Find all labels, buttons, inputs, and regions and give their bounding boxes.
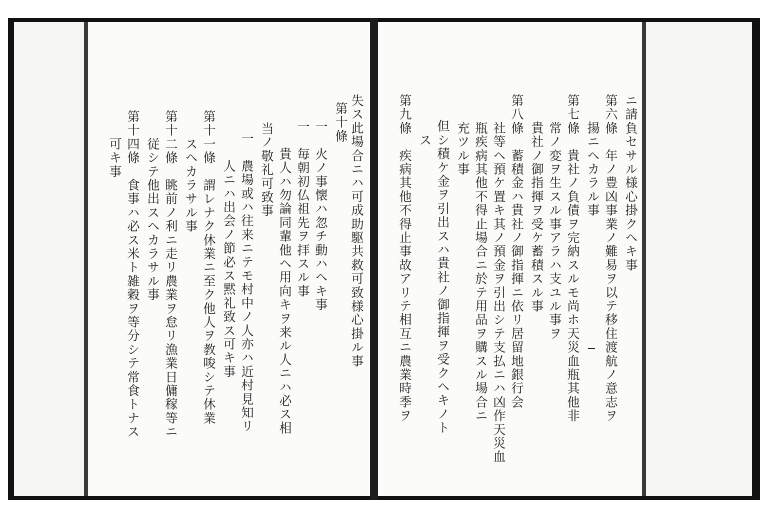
book-spread <box>8 18 760 500</box>
text-column: 充ツル事 <box>455 94 471 177</box>
text-column: 失ス此場合ニハ可成助駆共救可致様心掛ル事 <box>349 94 365 368</box>
text-column: 第七條 貴社ノ負債ヲ完納スルモ尚ホ天災血瓶其他非 <box>565 94 581 423</box>
text-column: 常ノ変ヲ生スル事アラハ支ユル事ヲ <box>547 94 563 341</box>
text-column: 第十條 <box>333 102 349 144</box>
text-column: 貴社ノ御指揮ヲ受ケ蓄積スル事 <box>529 94 545 314</box>
text-column: 第十一條 謂レナク休業ニ至ク他人ヲ教唆シテ休業 <box>201 110 217 426</box>
text-column: スヘカラサル事 <box>183 110 199 234</box>
text-column: 可キ事 <box>107 110 123 179</box>
text-column: 第九條 疾病其他不得止事故アリテ相互ニ農業時季ヲ <box>397 94 413 423</box>
text-column: 第八條 蓄積金ハ貴社ノ御指揮ニ依リ居留地銀行会 <box>509 94 525 410</box>
text-column: 一 火ノ事懐ハ忽チ動ハヘキ事 <box>313 120 329 312</box>
text-column: 従シテ他出スヘカラサル事 <box>145 110 161 302</box>
right-page-edge <box>642 22 646 496</box>
text-column: 社等ヘ預ケ置キ其ノ預金ヲ引出シテ支払ニハ凶作天災血 <box>491 94 507 464</box>
text-column: ニ請負セサル様心掛クヘキ事 <box>623 94 639 273</box>
text-column: 瓶疾病其他不得止場合ニ於テ用品ヲ購スル場合ニ <box>473 94 489 423</box>
text-column: 第六條 年ノ豊凶事業ノ難易ヲ以テ移住渡航ノ意志ヲ <box>603 94 619 423</box>
left-page <box>88 22 370 496</box>
text-column: 当ノ敬礼可致事 <box>259 122 275 218</box>
right-page <box>378 22 642 496</box>
text-column: 貴人ハ勿論同輩他ヘ用向キヲ来ル人ニハ必ス相 <box>277 120 293 436</box>
text-column: 第十二條 眺前ノ利ニ走リ農業ヲ怠リ漁業日傭稼等ニ <box>163 110 179 439</box>
text-column: ス <box>417 106 433 148</box>
text-column: 一 農場或ハ往来ニテモ村中ノ人亦ハ近村見知リ <box>239 132 255 434</box>
text-column: 揚ニヘカラル事 <box>585 94 601 218</box>
left-margin-strip <box>14 22 84 496</box>
margin-mark <box>588 348 595 349</box>
text-column: 但シ積ケ金ヲ引出スハ貴社ノ御指揮ヲ受クヘキノト <box>435 106 451 435</box>
text-column: 一 毎朝初仏祖先ヲ拝スル事 <box>295 120 311 299</box>
text-column: 人ニハ出会ノ節必ス黙礼致ス可キ事 <box>221 132 237 379</box>
book-spine <box>370 18 378 500</box>
text-column: 第十四條 食事ハ必ス米ト雑穀ヲ等分シテ常食トナス <box>125 110 141 439</box>
right-margin-strip <box>646 22 752 496</box>
